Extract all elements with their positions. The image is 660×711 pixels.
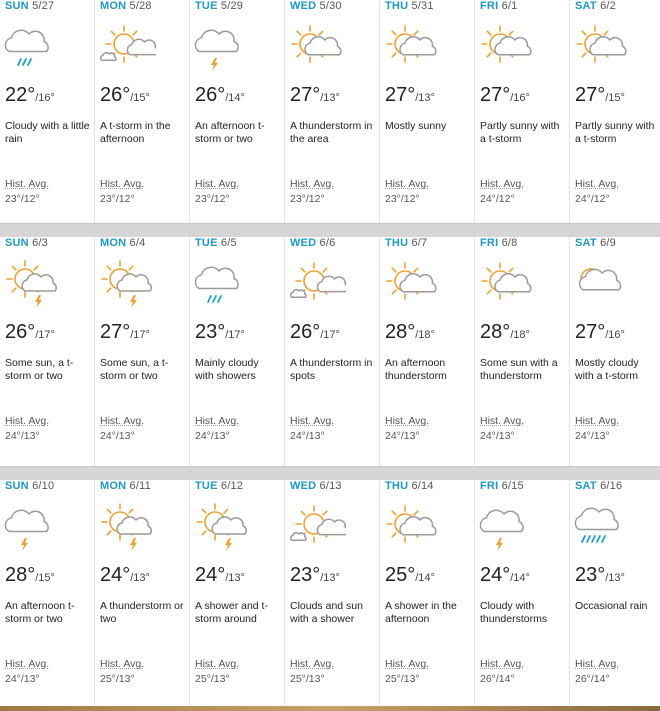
date-number: 6/14 — [411, 480, 434, 492]
date-number: 6/11 — [129, 480, 151, 492]
hist-avg-label[interactable]: Hist. Avg. — [290, 415, 335, 427]
date-number: 6/6 — [319, 237, 336, 249]
high-temp: 27° — [290, 84, 321, 106]
hist-avg-label[interactable]: Hist. Avg. — [100, 415, 145, 427]
day-date — [385, 0, 434, 12]
day-of-week: WED — [290, 237, 317, 249]
high-temp: 23° — [575, 564, 606, 586]
low-temp: /15° — [605, 92, 625, 104]
high-temp: 24° — [100, 564, 131, 586]
temperatures — [100, 321, 150, 344]
week-separator — [0, 466, 660, 481]
date-number: 6/15 — [501, 480, 524, 492]
hist-avg-values: 23°/12° — [290, 193, 325, 205]
temperatures — [195, 84, 245, 107]
day-of-week: THU — [385, 237, 409, 249]
low-temp: /14° — [510, 572, 530, 584]
day-of-week: MON — [100, 480, 127, 492]
day-of-week: FRI — [480, 0, 499, 12]
sun-cloud-icon — [383, 502, 441, 550]
temperatures — [5, 321, 55, 344]
weather-description: A thunderstorm in spots — [290, 357, 373, 382]
high-temp: 28° — [385, 321, 416, 343]
day-date — [575, 0, 616, 12]
high-temp: 22° — [5, 84, 36, 106]
sun-cloud-storm-icon — [98, 502, 156, 550]
hist-avg-values: 24°/12° — [480, 193, 515, 205]
forecast-day-card[interactable] — [190, 0, 285, 223]
sun-small-cloud-icon — [98, 22, 156, 70]
forecast-day-card[interactable] — [285, 480, 380, 706]
cloud-storm-icon — [478, 502, 536, 550]
date-number: 6/10 — [32, 480, 55, 492]
temperatures — [385, 564, 435, 587]
low-temp: /14° — [225, 92, 245, 104]
date-number: 5/29 — [220, 0, 244, 12]
page-bottom-bar — [0, 706, 660, 711]
hist-avg-label[interactable]: Hist. Avg. — [290, 178, 335, 190]
hist-avg-label[interactable]: Hist. Avg. — [290, 658, 335, 670]
hist-avg-label[interactable]: Hist. Avg. — [575, 658, 620, 670]
day-of-week: THU — [385, 0, 409, 12]
low-temp: /17° — [225, 329, 245, 341]
forecast-day-card[interactable] — [190, 480, 285, 706]
temperatures — [480, 84, 530, 107]
weather-description: Clouds and sun with a shower — [290, 600, 363, 625]
temperatures — [290, 84, 340, 107]
hist-avg-label[interactable]: Hist. Avg. — [385, 415, 430, 427]
low-temp: /13° — [415, 92, 435, 104]
sun-small-cloud-icon — [288, 259, 346, 307]
temperatures — [5, 84, 55, 107]
day-date — [480, 237, 518, 249]
high-temp: 27° — [575, 321, 606, 343]
forecast-day-card[interactable] — [475, 480, 570, 706]
high-temp: 24° — [195, 564, 226, 586]
weather-description: Cloudy with a little rain — [5, 120, 90, 145]
high-temp: 23° — [290, 564, 321, 586]
hist-avg-values: 24°/13° — [5, 673, 40, 685]
hist-avg-label[interactable]: Hist. Avg. — [480, 178, 525, 190]
hist-avg-label[interactable]: Hist. Avg. — [195, 178, 240, 190]
day-of-week: FRI — [480, 237, 499, 249]
day-of-week: MON — [100, 237, 127, 249]
date-number: 5/28 — [129, 0, 152, 12]
weather-description: Some sun with a thunderstorm — [480, 357, 558, 382]
low-temp: /13° — [320, 572, 340, 584]
low-temp: /13° — [130, 572, 150, 584]
sun-cloud-storm-icon — [193, 502, 251, 550]
forecast-day-card[interactable] — [95, 480, 190, 706]
day-date — [195, 237, 237, 249]
day-date — [480, 0, 518, 12]
temperatures — [290, 564, 340, 587]
high-temp: 26° — [5, 321, 36, 343]
weather-description: Cloudy with thunderstorms — [480, 600, 548, 625]
low-temp: /18° — [415, 329, 435, 341]
day-date — [100, 0, 152, 12]
temperatures — [480, 321, 530, 344]
high-temp: 27° — [480, 84, 511, 106]
weather-description: Mostly cloudy with a t-storm — [575, 357, 639, 382]
weather-description: An afternoon thunderstorm — [385, 357, 447, 382]
high-temp: 27° — [385, 84, 416, 106]
sun-cloud-icon — [383, 259, 441, 307]
high-temp: 26° — [290, 321, 321, 343]
hist-avg-values: 24°/13° — [100, 430, 135, 442]
high-temp: 25° — [385, 564, 416, 586]
day-of-week: WED — [290, 480, 317, 492]
sun-small-cloud-icon — [288, 502, 346, 550]
weather-description: A shower in the afternoon — [385, 600, 457, 625]
forecast-week-row — [0, 0, 660, 223]
day-of-week: SUN — [5, 480, 29, 492]
day-date — [290, 237, 335, 249]
weather-description: Mainly cloudy with showers — [195, 357, 259, 382]
weather-description: An afternoon t-storm or two — [195, 120, 265, 145]
day-of-week: MON — [100, 0, 127, 12]
sun-cloud-icon — [478, 22, 536, 70]
sun-cloud-icon — [573, 22, 631, 70]
hist-avg-label[interactable]: Hist. Avg. — [5, 178, 50, 190]
day-of-week: SAT — [575, 237, 597, 249]
cloud-heavy-rain-icon — [573, 502, 631, 550]
weather-description: Mostly sunny — [385, 120, 447, 132]
day-date — [385, 237, 427, 249]
weather-description: A t-storm in the afternoon — [100, 120, 171, 145]
date-number: 6/2 — [600, 0, 616, 12]
day-of-week: WED — [290, 0, 317, 12]
day-date — [195, 0, 243, 12]
weather-description: An afternoon t-storm or two — [5, 600, 75, 625]
date-number: 6/8 — [501, 237, 518, 249]
weather-description: Some sun, a t-storm or two — [5, 357, 74, 382]
hist-avg-values: 23°/12° — [195, 193, 230, 205]
forecast-day-card[interactable] — [380, 480, 475, 706]
forecast-day-card[interactable] — [380, 237, 475, 466]
hist-avg-label[interactable]: Hist. Avg. — [480, 658, 525, 670]
forecast-day-card[interactable] — [285, 0, 380, 223]
high-temp: 28° — [480, 321, 511, 343]
date-number: 6/1 — [501, 0, 518, 12]
cloud-storm-icon — [3, 502, 61, 550]
hist-avg-label[interactable]: Hist. Avg. — [385, 178, 430, 190]
low-temp: /18° — [510, 329, 530, 341]
day-date — [290, 480, 342, 492]
low-temp: /14° — [415, 572, 435, 584]
date-number: 5/31 — [411, 0, 434, 12]
temperatures — [385, 321, 435, 344]
temperatures — [100, 564, 150, 587]
hist-avg-label[interactable]: Hist. Avg. — [575, 178, 620, 190]
weather-description: A shower and t-storm around — [195, 600, 268, 625]
day-date — [575, 237, 616, 249]
forecast-week-row — [0, 480, 660, 706]
sun-cloud-storm-icon — [3, 259, 61, 307]
hist-avg-values: 24°/13° — [480, 430, 515, 442]
low-temp: /13° — [605, 572, 625, 584]
day-date — [100, 237, 145, 249]
cloud-rain-icon — [3, 22, 61, 70]
hist-avg-values: 24°/13° — [575, 430, 610, 442]
date-number: 6/9 — [600, 237, 616, 249]
forecast-day-card[interactable] — [475, 237, 570, 466]
weather-description: A thunderstorm or two — [100, 600, 184, 625]
hist-avg-values: 24°/12° — [575, 193, 610, 205]
forecast-day-card[interactable] — [95, 237, 190, 466]
hist-avg-values: 24°/13° — [5, 430, 40, 442]
day-date — [5, 0, 54, 12]
day-date — [290, 0, 342, 12]
high-temp: 26° — [195, 84, 226, 106]
low-temp: /13° — [225, 572, 245, 584]
forecast-day-card[interactable] — [0, 480, 95, 706]
date-number: 5/30 — [319, 0, 342, 12]
high-temp: 24° — [480, 564, 511, 586]
day-of-week: SAT — [575, 480, 597, 492]
forecast-day-card[interactable] — [95, 0, 190, 223]
forecast-week-row — [0, 237, 660, 466]
low-temp: /15° — [35, 572, 55, 584]
day-of-week: SAT — [575, 0, 597, 12]
date-number: 6/3 — [32, 237, 48, 249]
hist-avg-values: 25°/13° — [100, 673, 135, 685]
forecast-day-card[interactable] — [190, 237, 285, 466]
hist-avg-label[interactable]: Hist. Avg. — [100, 178, 145, 190]
week-separator — [0, 223, 660, 238]
day-date — [5, 480, 54, 492]
date-number: 6/7 — [411, 237, 428, 249]
low-temp: /17° — [320, 329, 340, 341]
forecast-day-card[interactable] — [570, 237, 660, 466]
temperatures — [195, 321, 245, 344]
hist-avg-values: 23°/12° — [385, 193, 420, 205]
temperatures — [100, 84, 150, 107]
temperatures — [575, 84, 625, 107]
forecast-day-card[interactable] — [570, 0, 660, 223]
low-temp: /16° — [510, 92, 530, 104]
low-temp: /17° — [35, 329, 55, 341]
hist-avg-values: 26°/14° — [480, 673, 515, 685]
sun-cloud-storm-icon — [98, 259, 156, 307]
day-date — [385, 480, 434, 492]
forecast-day-card[interactable] — [380, 0, 475, 223]
temperatures — [480, 564, 530, 587]
high-temp: 27° — [100, 321, 131, 343]
forecast-day-card[interactable] — [475, 0, 570, 223]
hist-avg-values: 25°/13° — [290, 673, 325, 685]
hist-avg-label[interactable]: Hist. Avg. — [5, 415, 50, 427]
high-temp: 27° — [575, 84, 606, 106]
hist-avg-values: 24°/13° — [385, 430, 420, 442]
forecast-day-card[interactable] — [0, 237, 95, 466]
date-number: 5/27 — [32, 0, 55, 12]
hist-avg-values: 24°/13° — [195, 430, 230, 442]
hist-avg-label[interactable]: Hist. Avg. — [480, 415, 525, 427]
date-number: 6/16 — [600, 480, 623, 492]
weather-description: Some sun, a t-storm or two — [100, 357, 169, 382]
day-date — [480, 480, 524, 492]
weather-description: Partly sunny with a t-storm — [575, 120, 655, 145]
weather-description: Occasional rain — [575, 600, 648, 612]
hist-avg-values: 23°/12° — [100, 193, 135, 205]
date-number: 6/4 — [129, 237, 146, 249]
weather-description: Partly sunny with a t-storm — [480, 120, 560, 145]
forecast-day-card[interactable] — [0, 0, 95, 223]
day-date — [195, 480, 243, 492]
hist-avg-values: 26°/14° — [575, 673, 610, 685]
day-of-week: TUE — [195, 0, 218, 12]
day-date — [100, 480, 151, 492]
low-temp: /17° — [130, 329, 150, 341]
day-of-week: TUE — [195, 480, 218, 492]
hist-avg-values: 24°/13° — [290, 430, 325, 442]
date-number: 6/12 — [220, 480, 244, 492]
temperatures — [575, 321, 625, 344]
hist-avg-label[interactable]: Hist. Avg. — [575, 415, 620, 427]
hist-avg-values: 25°/13° — [195, 673, 230, 685]
day-of-week: FRI — [480, 480, 499, 492]
cloud-sun-partial-icon — [573, 259, 631, 307]
temperatures — [385, 84, 435, 107]
day-of-week: SUN — [5, 0, 29, 12]
day-date — [575, 480, 622, 492]
day-of-week: SUN — [5, 237, 29, 249]
temperatures — [195, 564, 245, 587]
low-temp: /16° — [605, 329, 625, 341]
high-temp: 28° — [5, 564, 36, 586]
hist-avg-label[interactable]: Hist. Avg. — [385, 658, 430, 670]
temperatures — [5, 564, 55, 587]
forecast-day-card[interactable] — [285, 237, 380, 466]
day-date — [5, 237, 48, 249]
sun-cloud-icon — [478, 259, 536, 307]
low-temp: /15° — [130, 92, 150, 104]
temperatures — [575, 564, 625, 587]
hist-avg-label[interactable]: Hist. Avg. — [5, 658, 50, 670]
sun-cloud-icon — [288, 22, 346, 70]
high-temp: 23° — [195, 321, 226, 343]
low-temp: /13° — [320, 92, 340, 104]
hist-avg-values: 23°/12° — [5, 193, 40, 205]
hist-avg-values: 25°/13° — [385, 673, 420, 685]
hist-avg-label[interactable]: Hist. Avg. — [100, 658, 145, 670]
temperatures — [290, 321, 340, 344]
high-temp: 26° — [100, 84, 131, 106]
day-of-week: THU — [385, 480, 409, 492]
cloud-storm-icon — [193, 22, 251, 70]
hist-avg-label[interactable]: Hist. Avg. — [195, 658, 240, 670]
date-number: 6/5 — [220, 237, 237, 249]
forecast-day-card[interactable] — [570, 480, 660, 706]
date-number: 6/13 — [319, 480, 342, 492]
cloud-rain-icon — [193, 259, 251, 307]
hist-avg-label[interactable]: Hist. Avg. — [195, 415, 240, 427]
weather-description: A thunderstorm in the area — [290, 120, 373, 145]
sun-cloud-icon — [383, 22, 441, 70]
day-of-week: TUE — [195, 237, 218, 249]
low-temp: /16° — [35, 92, 55, 104]
